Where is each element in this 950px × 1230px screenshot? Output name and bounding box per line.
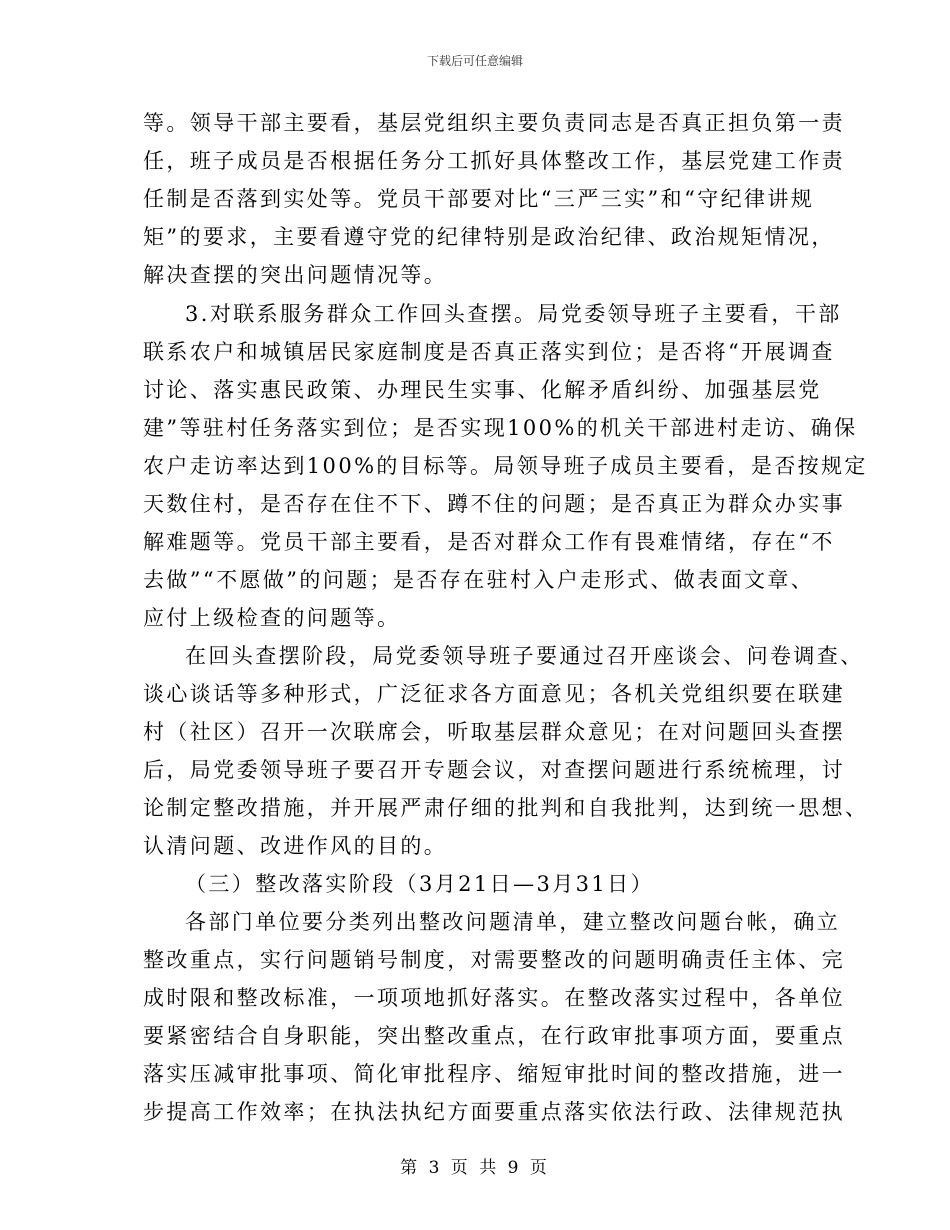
text-line: 解难题等。党员干部主要看，是否对群众工作有畏难情绪，存在“不 <box>143 530 835 554</box>
text-line: 后，局党委领导班子要召开专题会议，对查摆问题进行系统梳理，讨 <box>143 758 845 782</box>
text-line: 步提高工作效率；在执法执纪方面要重点落实依法行政、法律规范执 <box>143 1100 845 1124</box>
text-line: 3.对联系服务群众工作回头查摆。局党委领导班子主要看，干部 <box>185 302 842 326</box>
text-line: 建”等驻村任务落实到位；是否实现100%的机关干部进村走访、确保 <box>143 416 858 440</box>
text-line: 任，班子成员是否根据任务分工抓好具体整改工作，基层党建工作责 <box>143 149 845 173</box>
text-line: 要紧密结合自身职能，突出整改重点，在行政审批事项方面，要重点 <box>143 1024 845 1048</box>
text-line: 农户走访率达到100%的目标等。局领导班子成员主要看，是否按规定 <box>143 454 868 478</box>
section-heading: （三）整改落实阶段（3月21日—3月31日） <box>185 872 654 896</box>
text-line: 认清问题、改进作风的目的。 <box>143 834 448 858</box>
text-line: 村（社区）召开一次联席会，听取基层群众意见；在对问题回头查摆 <box>143 720 845 744</box>
text-line: 论制定整改措施，并开展严肃仔细的批判和自我批判，达到统一思想、 <box>143 796 869 820</box>
page-header: 下载后可任意编辑 <box>426 54 523 68</box>
text-line: 联系农户和城镇居民家庭制度是否真正落实到位；是否将“开展调查 <box>143 340 835 364</box>
text-line: 各部门单位要分类列出整改问题清单，建立整改问题台帐，确立 <box>185 910 841 934</box>
text-line: 讨论、落实惠民政策、办理民生实事、化解矛盾纠纷、加强基层党 <box>143 378 822 402</box>
text-line: 解决查摆的突出问题情况等。 <box>143 263 448 287</box>
text-line: 落实压减审批事项、简化审批程序、缩短审批时间的整改措施，进一 <box>143 1062 845 1086</box>
text-line: 任制是否落到实处等。党员干部要对比“三严三实”和“守纪律讲规 <box>143 187 815 211</box>
text-line: 应付上级检查的问题等。 <box>143 606 401 630</box>
text-line: 谈心谈话等多种形式，广泛征求各方面意见；各机关党组织要在联建 <box>143 682 845 706</box>
text-line: 去做”“不愿做”的问题；是否存在驻村入户走形式、做表面文章、 <box>143 568 815 592</box>
text-line: 等。领导干部主要看，基层党组织主要负责同志是否真正担负第一责 <box>143 111 845 135</box>
text-line: 成时限和整改标准，一项项地抓好落实。在整改落实过程中，各单位 <box>143 986 845 1010</box>
text-line: 在回头查摆阶段，局党委领导班子要通过召开座谈会、问卷调查、 <box>185 644 864 668</box>
text-line: 矩”的要求，主要看遵守党的纪律特别是政治纪律、政治规矩情况， <box>143 225 835 249</box>
page-number: 第 3 页 共 9 页 <box>400 1158 550 1178</box>
text-line: 天数住村，是否存在住不下、蹲不住的问题；是否真正为群众办实事 <box>143 492 845 516</box>
text-line: 整改重点，实行问题销号制度，对需要整改的问题明确责任主体、完 <box>143 948 845 972</box>
